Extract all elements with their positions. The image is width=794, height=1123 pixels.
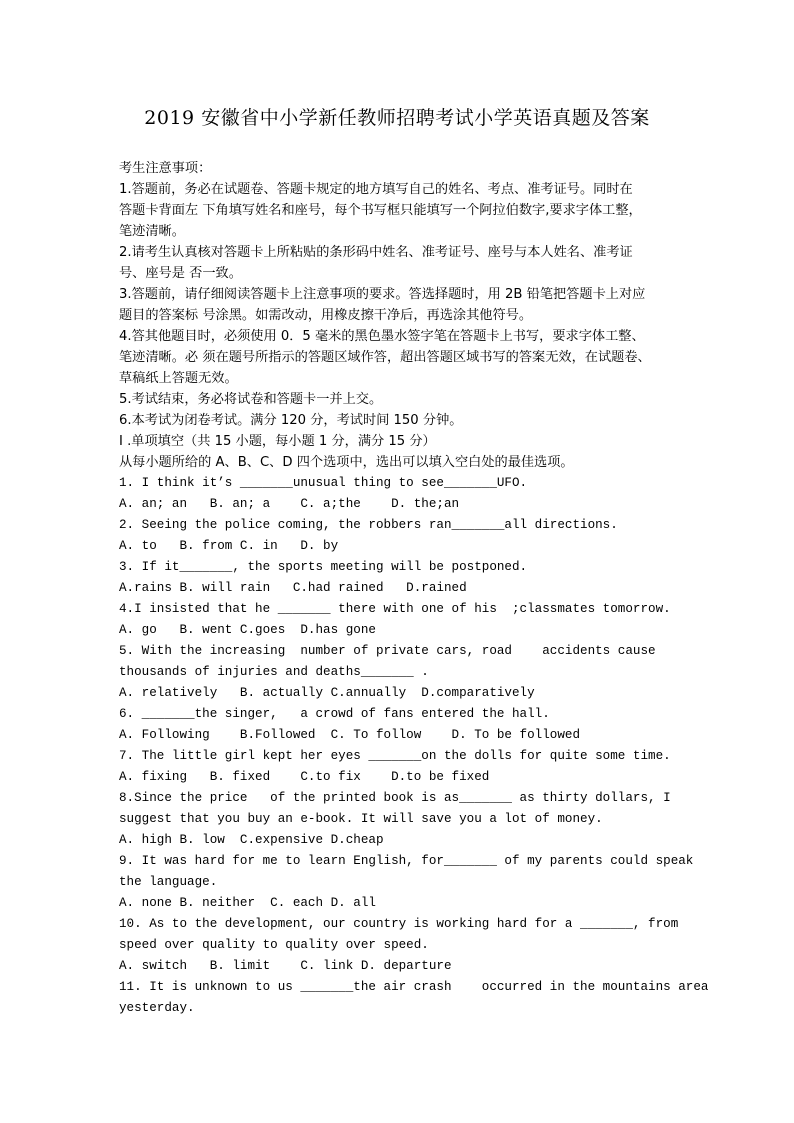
text-line: 4.I insisted that he _______ there with one of his ;classmates tomorrow. <box>119 602 671 616</box>
text-line: thousands of injuries and deaths_______ . <box>119 665 429 679</box>
text-line: 3.答题前，请仔细阅读答题卡上注意事项的要求。答选择题时，用 2B 铅笔把答题卡上对应 <box>119 287 646 302</box>
text-line: A. fixing B. fixed C.to fix D.to be fixed <box>119 770 490 784</box>
text-line: I .单项填空（共 15 小题，每小题 1 分，满分 15 分） <box>119 434 436 449</box>
text-line: A. to B. from C. in D. by <box>119 539 339 553</box>
text-line: 2.请考生认真核对答题卡上所粘贴的条形码中姓名、准考证号、座号与本人姓名、准考证 <box>119 245 633 260</box>
text-line: 5.考试结束，务必将试卷和答题卡一并上交。 <box>119 392 383 407</box>
text-line: 1. I think it’s _______unusual thing to see_______UFO. <box>119 476 528 490</box>
document-body <box>119 158 719 1019</box>
text-line: 9. It was hard for me to learn English, for_______ of my parents could speak <box>119 854 694 868</box>
text-line: the language. <box>119 875 218 889</box>
text-line: A. go B. went C.goes D.has gone <box>119 623 376 637</box>
text-line: 笔迹清晰。 <box>119 224 185 239</box>
text-line: 5. With the increasing number of private cars, road accidents cause <box>119 644 656 658</box>
text-line: 2. Seeing the police coming, the robbers ran_______all directions. <box>119 518 618 532</box>
text-line: A. none B. neither C. each D. all <box>119 896 376 910</box>
text-line: A.rains B. will rain C.had rained D.rained <box>119 581 467 595</box>
text-line: A. an; an B. an; a C. a;the D. the;an <box>119 497 460 511</box>
text-line: A. Following B.Followed C. To follow D. To be followed <box>119 728 581 742</box>
text-line: 11. It is unknown to us _______the air crash occurred in the mountains area <box>119 980 709 994</box>
text-line: A. high B. low C.expensive D.cheap <box>119 833 384 847</box>
document-title: 2019 安徽省中小学新任教师招聘考试小学英语真题及答案 <box>144 107 650 129</box>
text-line: 1.答题前，务必在试题卷、答题卡规定的地方填写自己的姓名、考点、准考证号。同时在 <box>119 182 633 197</box>
text-line: A. relatively B. actually C.annually D.comparatively <box>119 686 535 700</box>
text-line: 笔迹清晰。必 须在题号所指示的答题区域作答，超出答题区域书写的答案无效，在试题卷、 <box>119 350 651 365</box>
text-line: 3. If it_______, the sports meeting will be postponed. <box>119 560 528 574</box>
text-line: 题目的答案标 号涂黑。如需改动，用橡皮擦干净后，再选涂其他符号。 <box>119 308 533 323</box>
text-line: yesterday. <box>119 1001 195 1015</box>
text-line: 草稿纸上答题无效。 <box>119 371 238 386</box>
text-line: speed over quality to quality over speed. <box>119 938 429 952</box>
text-line: 10. As to the development, our country is working hard for a _______, from <box>119 917 679 931</box>
text-line: 号、座号是 否一致。 <box>119 266 242 281</box>
text-line: 8.Since the price of the printed book is as_______ as thirty dollars, I <box>119 791 671 805</box>
text-line: 答题卡背面左 下角填写姓名和座号，每个书写框只能填写一个阿拉伯数字,要求字体工整， <box>119 203 642 218</box>
text-line: A. switch B. limit C. link D. departure <box>119 959 452 973</box>
text-line: 考生注意事项： <box>119 161 212 176</box>
text-line: suggest that you buy an e-book. It will save you a lot of money. <box>119 812 603 826</box>
text-line: 6. _______the singer, a crowd of fans entered the hall. <box>119 707 550 721</box>
text-line: 4.答其他题目时，必须使用 0．5 毫米的黑色墨水签字笔在答题卡上书写，要求字体工整、 <box>119 329 645 344</box>
text-line: 7. The little girl kept her eyes _______on the dolls for quite some time. <box>119 749 671 763</box>
text-line: 从每小题所给的 A、B、C、D 四个选项中，选出可以填入空白处的最佳选项。 <box>119 455 574 470</box>
text-line: 6.本考试为闭卷考试。满分 120 分，考试时间 150 分钟。 <box>119 413 463 428</box>
